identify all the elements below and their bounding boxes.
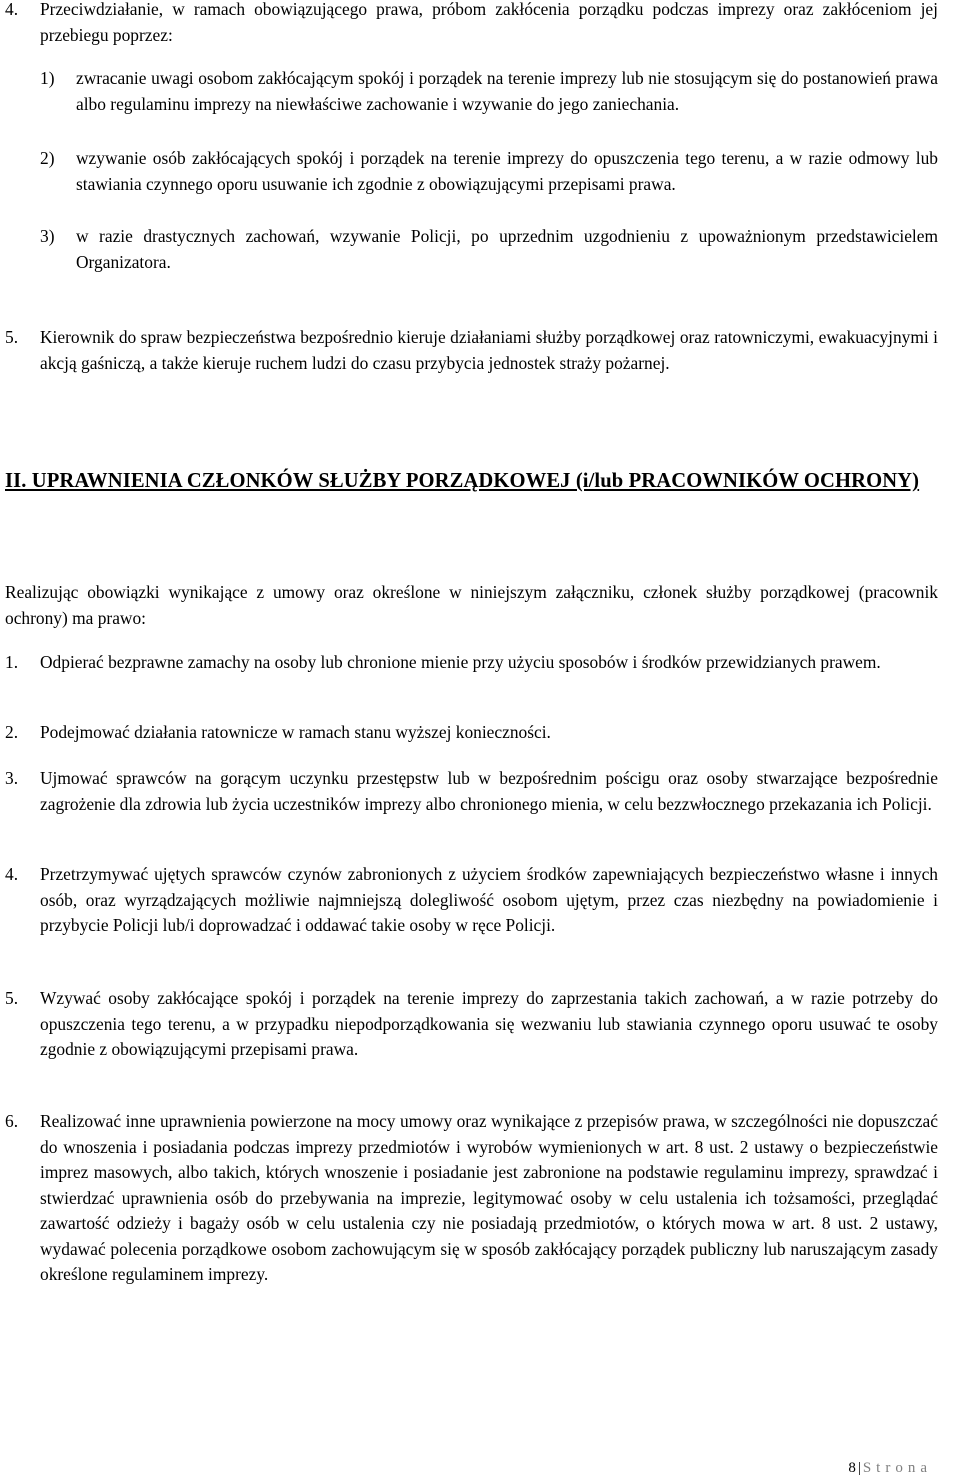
section-4-item-2 <box>40 146 938 197</box>
right-item-6-text: Realizować inne uprawnienia powierzone na mocy umowy oraz wynikające z przepisów prawa, w szczególności nie dopuszczać do wnoszenia i posiadania podczas imprezy przedmiotów i wyrobów wymienionych w art. 8 ust. 2 ustawy o bezpieczeństwie imprez masowych, albo takich, których wnoszenie i posiadanie jest zabronione na podstawie regulaminu imprezy, sprawdzać i stwierdzać uprawnienia osób do przebywania na imprezie, legitymować osoby w celu ustalenia ich tożsamości, przeglądać zawartość odzieży i bagaży osób w celu ustalenia czy nie posiadają przedmiotów, o których mowa w art. 8 ust. 2 ustawy, wydawać polecenia porządkowe osobom zachowującym się w sposób zakłócający porządek publiczny lub naruszającym zasady określone regulaminem imprezy. <box>40 1111 938 1284</box>
section-4-item-1-text: zwracanie uwagi osobom zakłócającym spokój i porządek na terenie imprezy lub nie stosującym się do postanowień prawa albo regulaminu imprezy na niewłaściwe zachowanie i wzywanie do jego zaniechania. <box>76 68 938 114</box>
section-5-number: 5. <box>5 327 19 347</box>
right-item-4 <box>5 862 938 939</box>
right-item-3-text: Ujmować sprawców na gorącym uczynku przestępstw lub w bezpośrednim pościgu oraz osoby stwarzające bezpośrednie zagrożenie dla zdrowia lub życia uczestników imprezy albo chronionego mienia, w celu bezzwłocznego przekazania ich Policji. <box>40 768 938 814</box>
right-item-2-text: Podejmować działania ratownicze w ramach stanu wyższej konieczności. <box>40 722 551 742</box>
section-4-item-2-number: 2) <box>40 148 55 168</box>
right-item-2-number: 2. <box>5 722 19 742</box>
page-label: Strona <box>862 1460 932 1476</box>
right-item-3 <box>5 766 938 817</box>
section-4-item-3-text: w razie drastycznych zachowań, wzywanie Policji, po uprzednim uzgodnieniu z upoważnionym przedstawicielem Organizatora. <box>76 226 938 272</box>
right-item-6 <box>5 1109 938 1288</box>
right-item-2 <box>5 720 938 746</box>
page-footer <box>848 1459 932 1477</box>
section-4-item-3-number: 3) <box>40 226 55 246</box>
right-item-6-number: 6. <box>5 1111 19 1131</box>
right-item-1-number: 1. <box>5 652 19 672</box>
right-item-5-number: 5. <box>5 988 19 1008</box>
right-item-1 <box>5 650 938 676</box>
right-item-5-text: Wzywać osoby zakłócające spokój i porządek na terenie imprezy do zaprzestania takich zachowań, a w razie potrzeby do opuszczenia tego terenu, a w przypadku niepodporządkowania się wezwaniu lub stawiania czynnego oporu usuwać te osoby zgodnie z obowiązującymi przepisami prawa. <box>40 988 938 1059</box>
section-4-number: 4. <box>5 0 19 19</box>
section-4 <box>5 0 938 48</box>
footer-separator: | <box>857 1460 861 1476</box>
section-4-item-2-text: wzywanie osób zakłócających spokój i porządek na terenie imprezy do opuszczenia tego terenu, a w razie odmowy lub stawiania czynnego oporu usuwanie ich zgodnie z obowiązującymi przepisami prawa. <box>76 148 938 194</box>
section-4-item-1-number: 1) <box>40 68 55 88</box>
section-5 <box>5 325 938 376</box>
page-number: 8 <box>848 1460 856 1476</box>
right-item-4-text: Przetrzymywać ujętych sprawców czynów zabronionych z użyciem środków zapewniających bezpieczeństwo własne i innych osób, oraz wyrządzających możliwie najmniejszą dolegliwość osobom ujętym, przez czas niezbędny na powiadomienie i przybycie Policji lub/i doprowadzać i oddawać takie osoby w ręce Policji. <box>40 864 938 935</box>
section-5-text: Kierownik do spraw bezpieczeństwa bezpośrednio kieruje działaniami służby porządkowej oraz ratowniczymi, ewakuacyjnymi i akcją gaśniczą, a także kieruje ruchem ludzi do czasu przybycia jednostek straży pożarnej. <box>40 327 938 373</box>
right-item-5 <box>5 986 938 1063</box>
right-item-1-text: Odpierać bezprawne zamachy na osoby lub chronione mienie przy użyciu sposobów i środków przewidzianych prawem. <box>40 652 881 672</box>
section-4-item-3 <box>40 224 938 275</box>
right-item-3-number: 3. <box>5 768 19 788</box>
right-item-4-number: 4. <box>5 864 19 884</box>
section-4-text: Przeciwdziałanie, w ramach obowiązującego prawa, próbom zakłócenia porządku podczas imprezy oraz zakłóceniom jej przebiegu poprzez: <box>40 0 938 45</box>
section-4-item-1 <box>40 66 938 117</box>
intro-paragraph: Realizując obowiązki wynikające z umowy oraz określone w niniejszym załączniku, członek służby porządkowej (pracownik ochrony) ma prawo: <box>5 582 938 628</box>
section-heading: II. UPRAWNIENIA CZŁONKÓW SŁUŻBY PORZĄDKOWEJ (i/lub PRACOWNIKÓW OCHRONY) <box>5 470 920 492</box>
